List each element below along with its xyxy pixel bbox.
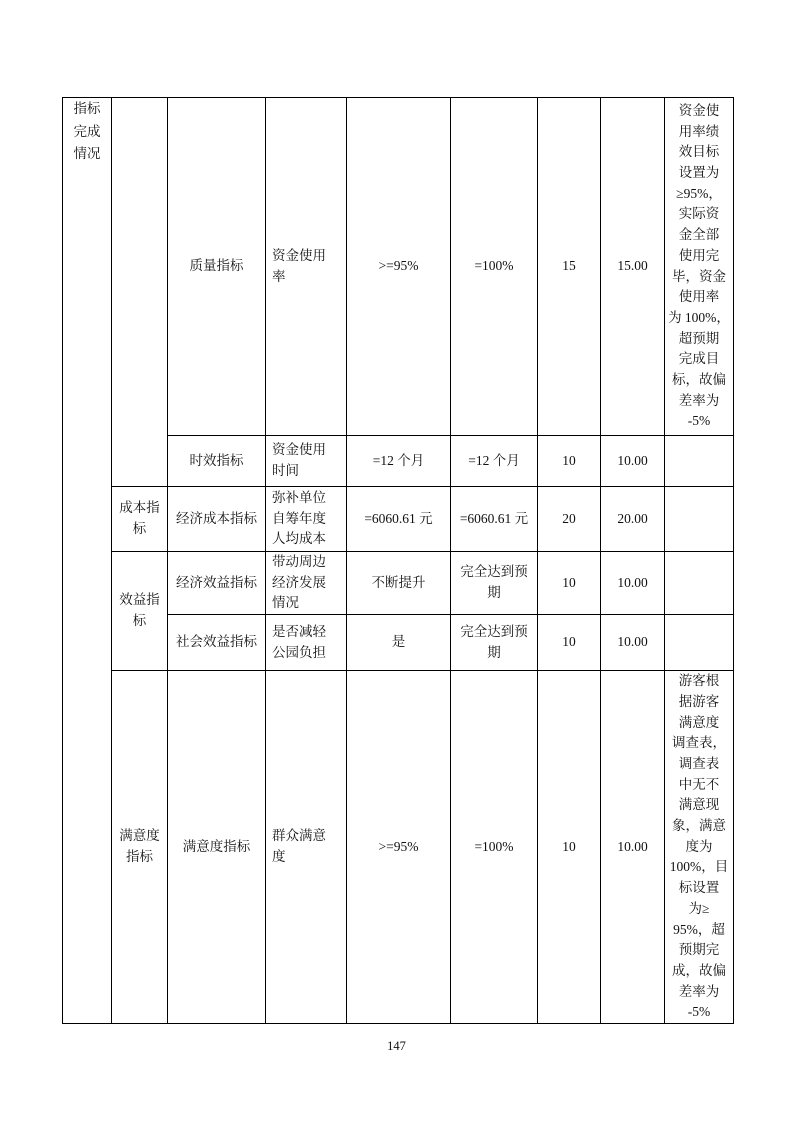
weight-cell: 20 bbox=[538, 487, 601, 552]
annual-target-cell: =12 个月 bbox=[347, 436, 451, 487]
level3-cell: 资金使用 率 bbox=[266, 98, 347, 436]
deviation-note-cell-empty bbox=[665, 552, 734, 615]
score-cell: 10.00 bbox=[601, 552, 665, 615]
level3-cell: 是否减轻 公园负担 bbox=[266, 615, 347, 671]
weight-cell: 10 bbox=[538, 615, 601, 671]
deviation-note-cell-empty bbox=[665, 615, 734, 671]
level2-cell: 质量指标 bbox=[168, 98, 266, 436]
score-cell: 10.00 bbox=[601, 436, 665, 487]
level2-cell: 社会效益指标 bbox=[168, 615, 266, 671]
annual-target-cell: 是 bbox=[347, 615, 451, 671]
section-label: 指标 完成 情况 bbox=[63, 98, 112, 1024]
deviation-note-cell: 游客根 据游客 满意度 调查表， 调查表 中无不 满意现 象，满意 度为 100%，目 标设置 为≥ 95%，超 预期完 成，故偏 差率为 -5% bbox=[665, 671, 734, 1024]
weight-cell: 10 bbox=[538, 552, 601, 615]
actual-value-cell: =6060.61 元 bbox=[451, 487, 538, 552]
level2-cell: 经济效益指标 bbox=[168, 552, 266, 615]
level1-cell-continued bbox=[112, 98, 168, 487]
actual-value-cell: =12 个月 bbox=[451, 436, 538, 487]
level1-cell-benefit: 效益指 标 bbox=[112, 552, 168, 671]
weight-cell: 10 bbox=[538, 436, 601, 487]
table-row bbox=[63, 487, 734, 552]
level2-cell: 时效指标 bbox=[168, 436, 266, 487]
weight-cell: 15 bbox=[538, 98, 601, 436]
table-row bbox=[63, 98, 734, 436]
annual-target-cell: >=95% bbox=[347, 98, 451, 436]
level1-cell-satisfaction: 满意度 指标 bbox=[112, 671, 168, 1024]
table-row bbox=[63, 552, 734, 615]
level2-cell: 经济成本指标 bbox=[168, 487, 266, 552]
annual-target-cell: =6060.61 元 bbox=[347, 487, 451, 552]
annual-target-cell: >=95% bbox=[347, 671, 451, 1024]
level3-cell: 弥补单位 自筹年度 人均成本 bbox=[266, 487, 347, 552]
level3-cell: 群众满意 度 bbox=[266, 671, 347, 1024]
score-cell: 15.00 bbox=[601, 98, 665, 436]
weight-cell: 10 bbox=[538, 671, 601, 1024]
score-cell: 10.00 bbox=[601, 615, 665, 671]
actual-value-cell: =100% bbox=[451, 98, 538, 436]
deviation-note-cell: 资金使 用率绩 效目标 设置为 ≥95%， 实际资 金全部 使用完 毕，资金 使用率 为 100%， 超预期 完成目 标，故偏 差率为 -5% bbox=[665, 98, 734, 436]
score-cell: 10.00 bbox=[601, 671, 665, 1024]
performance-indicator-table bbox=[62, 97, 734, 1024]
table-row bbox=[63, 671, 734, 1024]
deviation-note-cell-empty bbox=[665, 436, 734, 487]
page-number: 147 bbox=[387, 1039, 406, 1053]
actual-value-cell: 完全达到预 期 bbox=[451, 615, 538, 671]
actual-value-cell: =100% bbox=[451, 671, 538, 1024]
actual-value-cell: 完全达到预 期 bbox=[451, 552, 538, 615]
level2-cell: 满意度指标 bbox=[168, 671, 266, 1024]
level3-cell: 资金使用 时间 bbox=[266, 436, 347, 487]
score-cell: 20.00 bbox=[601, 487, 665, 552]
deviation-note-cell-empty bbox=[665, 487, 734, 552]
level1-cell-cost: 成本指 标 bbox=[112, 487, 168, 552]
level3-cell: 带动周边 经济发展 情况 bbox=[266, 552, 347, 615]
annual-target-cell: 不断提升 bbox=[347, 552, 451, 615]
